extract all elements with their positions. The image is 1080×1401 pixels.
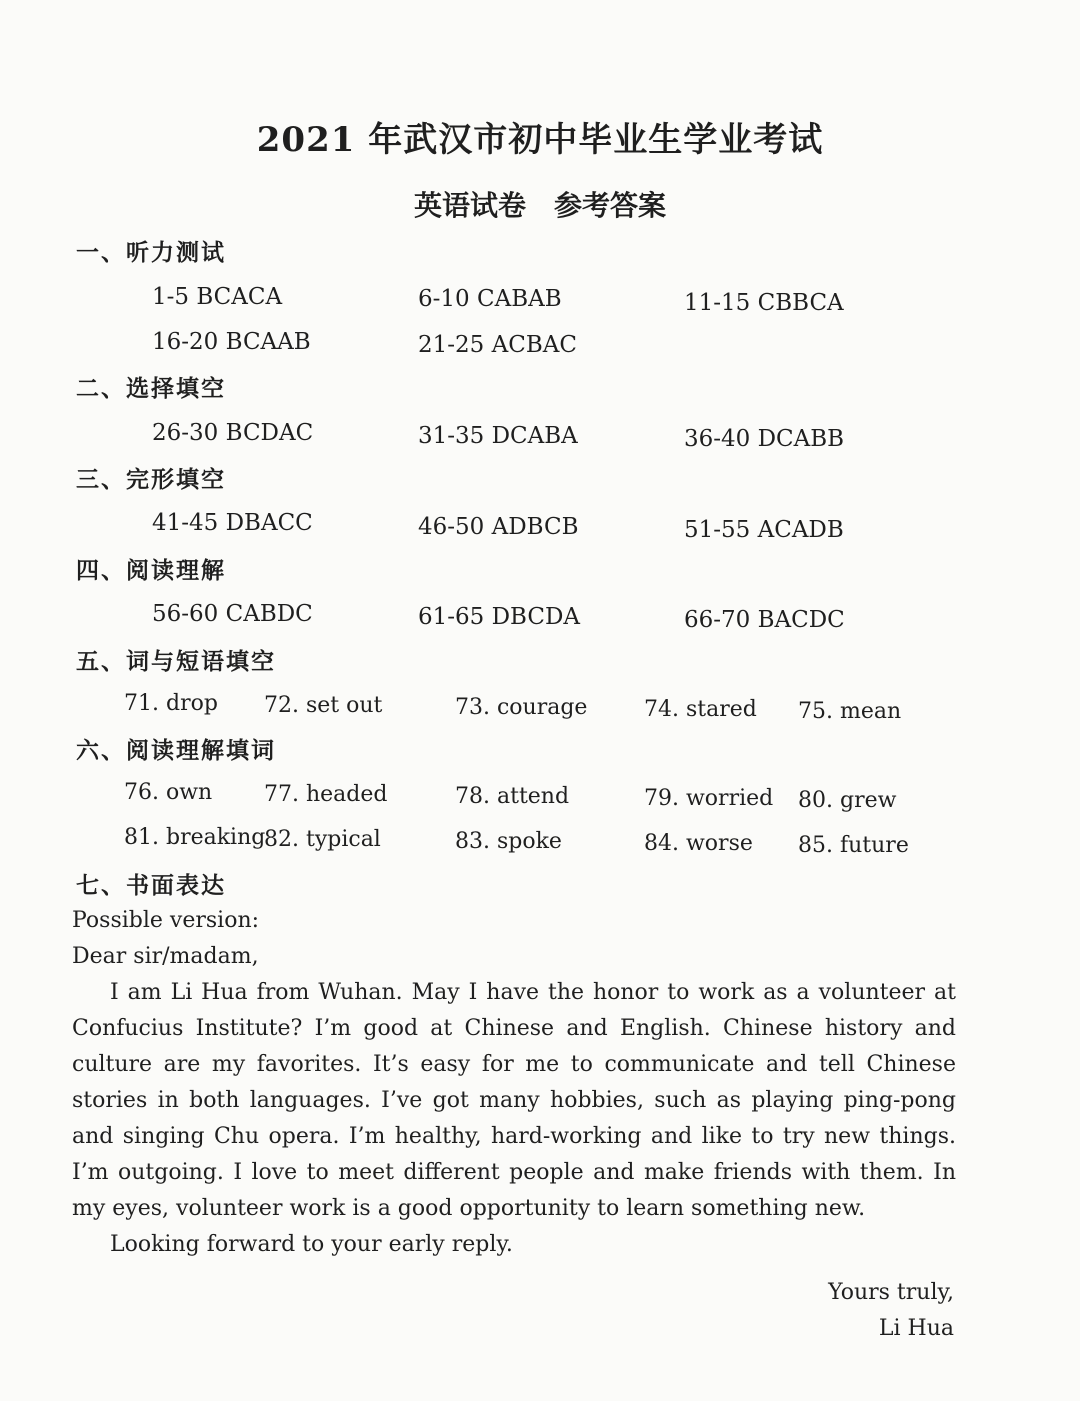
- answer-group: 26-30 BCDAC: [152, 420, 314, 446]
- answer-group: 56-60 CABDC: [152, 601, 313, 627]
- writing-greeting: Dear sir/madam,: [72, 944, 259, 969]
- section-heading-cloze: 三、完形填空: [76, 466, 226, 493]
- writing-signature-name: Li Hua: [878, 1316, 954, 1341]
- word-answer: 85. future: [798, 833, 909, 858]
- writing-body: I am Li Hua from Wuhan. May I have the honor to work as a volunteer at Confucius Institute? I’m good at Chinese and English. Chinese history and culture are my favorites. It’s easy for me to communicate and tell Chinese stories in both languages. I’ve got many hobbies, such as playing ping-pong and singing Chu opera. I’m healthy, hard-working and like to try new things. I’m outgoing. I love to meet different people and make friends with them. In my eyes, volunteer work is a good opportunity to learn something new.: [72, 980, 956, 1221]
- section-heading-reading: 四、阅读理解: [76, 557, 226, 584]
- word-answer: 78. attend: [455, 784, 570, 809]
- word-answer: 82. typical: [264, 827, 381, 852]
- section-heading-reading-fill: 六、阅读理解填词: [76, 737, 276, 764]
- writing-signoff: Yours truly,: [828, 1280, 954, 1305]
- answer-group: 66-70 BACDC: [684, 607, 845, 633]
- word-answer: 77. headed: [264, 782, 388, 807]
- writing-label: Possible version:: [72, 908, 260, 933]
- section-heading-listening: 一、听力测试: [76, 239, 226, 266]
- answer-group: 1-5 BCACA: [152, 284, 283, 310]
- answer-group: 41-45 DBACC: [152, 510, 313, 536]
- answer-group: 61-65 DBCDA: [418, 604, 581, 630]
- answer-group: 36-40 DCABB: [684, 426, 845, 452]
- word-answer: 84. worse: [644, 831, 753, 856]
- section-heading-choice: 二、选择填空: [76, 375, 226, 402]
- word-answer: 73. courage: [455, 695, 588, 720]
- word-answer: 81. breaking: [124, 825, 266, 850]
- answer-group: 51-55 ACADB: [684, 517, 844, 543]
- page-subtitle: 英语试卷 参考答案: [413, 189, 666, 222]
- writing-closing: Looking forward to your early reply.: [110, 1232, 513, 1257]
- answer-group: 11-15 CBBCA: [684, 290, 844, 316]
- section-heading-writing: 七、书面表达: [76, 872, 226, 899]
- word-answer: 76. own: [124, 780, 213, 805]
- page-title: 2021 年武汉市初中毕业生学业考试: [256, 120, 824, 160]
- word-answer: 80. grew: [798, 788, 897, 813]
- word-answer: 72. set out: [264, 693, 383, 718]
- word-answer: 74. stared: [644, 697, 757, 722]
- answer-group: 16-20 BCAAB: [152, 329, 311, 355]
- section-heading-word-fill: 五、词与短语填空: [76, 648, 276, 675]
- writing-sample: [72, 903, 956, 1263]
- answer-group: 6-10 CABAB: [418, 286, 562, 312]
- word-answer: 79. worried: [644, 786, 774, 811]
- answer-group: 21-25 ACBAC: [418, 332, 577, 358]
- word-answer: 83. spoke: [455, 829, 562, 854]
- answer-group: 46-50 ADBCB: [418, 514, 579, 540]
- answer-group: 31-35 DCABA: [418, 423, 578, 449]
- word-answer: 71. drop: [124, 691, 218, 716]
- word-answer: 75. mean: [798, 699, 902, 724]
